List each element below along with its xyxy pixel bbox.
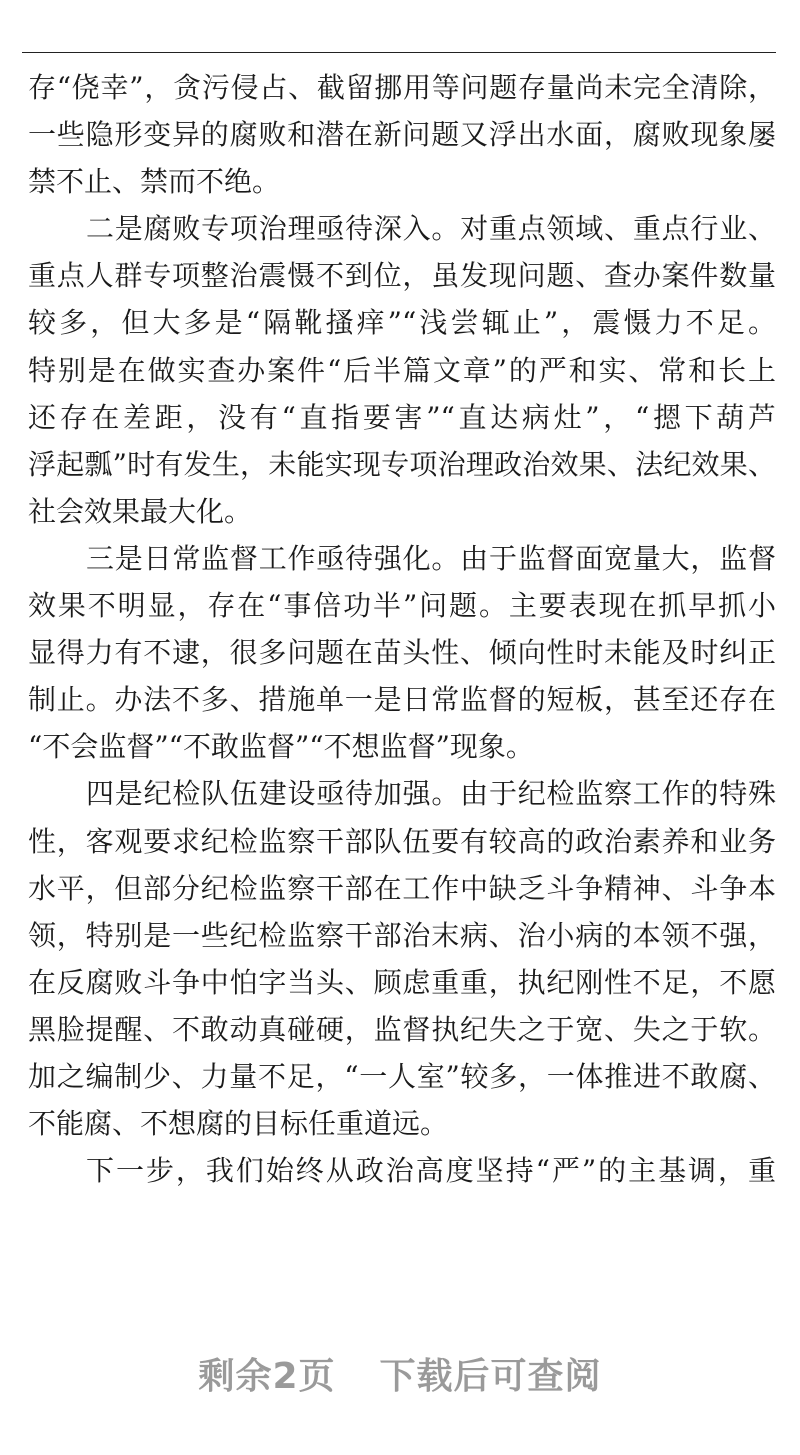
text-line: “不会监督”“不敢监督”“不想监督”现象。 — [28, 730, 534, 764]
text-line: 存“侥幸”，贪污侵占、截留挪用等问题存量尚未完全清除， — [28, 71, 776, 104]
text-line: 较多，但大多是“隔靴搔痒”“浅尝辄止”，震慑力不足。 — [28, 306, 776, 340]
text-line: 浮起瓢”时有发生，未能实现专项治理政治效果、法纪效果、 — [28, 447, 776, 481]
download-banner[interactable] — [0, 1352, 800, 1402]
text-line: 效果不明显，存在“事倍功半”问题。主要表现在抓早抓小 — [28, 589, 776, 623]
text-line: 不能腐、不想腐的目标任重道远。 — [28, 1107, 449, 1141]
text-line: 下一步，我们始终从政治高度坚持“严”的主基调，重 — [86, 1154, 776, 1188]
text-line: 制止。办法不多、措施单一是日常监督的短板，甚至还存在 — [28, 683, 776, 717]
text-line: 性，客观要求纪检监察干部队伍要有较高的政治素养和业务 — [28, 824, 776, 858]
text-line: 重点人群专项整治震慑不到位，虽发现问题、查办案件数量 — [28, 259, 776, 293]
text-line: 在反腐败斗争中怕字当头、顾虑重重，执纪刚性不足，不愿 — [28, 965, 776, 999]
text-line: 加之编制少、力量不足，“一人室”较多，一体推进不敢腐、 — [28, 1059, 776, 1093]
text-line: 显得力有不逮，很多问题在苗头性、倾向性时未能及时纠正 — [28, 636, 776, 670]
text-line: 一些隐形变异的腐败和潜在新问题又浮出水面，腐败现象屡 — [28, 118, 776, 152]
download-hint-label: 下载后可查阅 — [379, 1356, 602, 1397]
text-line: 特别是在做实查办案件“后半篇文章”的严和实、常和长上 — [28, 353, 776, 387]
remaining-pages-label: 剩余2页 — [198, 1356, 336, 1397]
text-line: 领，特别是一些纪检监察干部治末病、治小病的本领不强， — [28, 918, 776, 952]
text-line: 黑脸提醒、不敢动真碰硬，监督执纪失之于宽、失之于软。 — [28, 1012, 776, 1046]
text-line: 禁不止、禁而不绝。 — [28, 165, 281, 199]
text-line: 社会效果最大化。 — [28, 494, 253, 528]
text-line: 四是纪检队伍建设亟待加强。由于纪检监察工作的特殊 — [86, 777, 776, 811]
text-line: 三是日常监督工作亟待强化。由于监督面宽量大，监督 — [86, 541, 776, 575]
header-rule — [22, 52, 776, 53]
text-line: 二是腐败专项治理亟待深入。对重点领域、重点行业、 — [86, 212, 776, 246]
document-body — [28, 64, 776, 1194]
text-line: 水平，但部分纪检监察干部在工作中缺乏斗争精神、斗争本 — [28, 871, 776, 905]
text-line: 还存在差距，没有“直指要害”“直达病灶”，“摁下葫芦 — [28, 400, 776, 434]
